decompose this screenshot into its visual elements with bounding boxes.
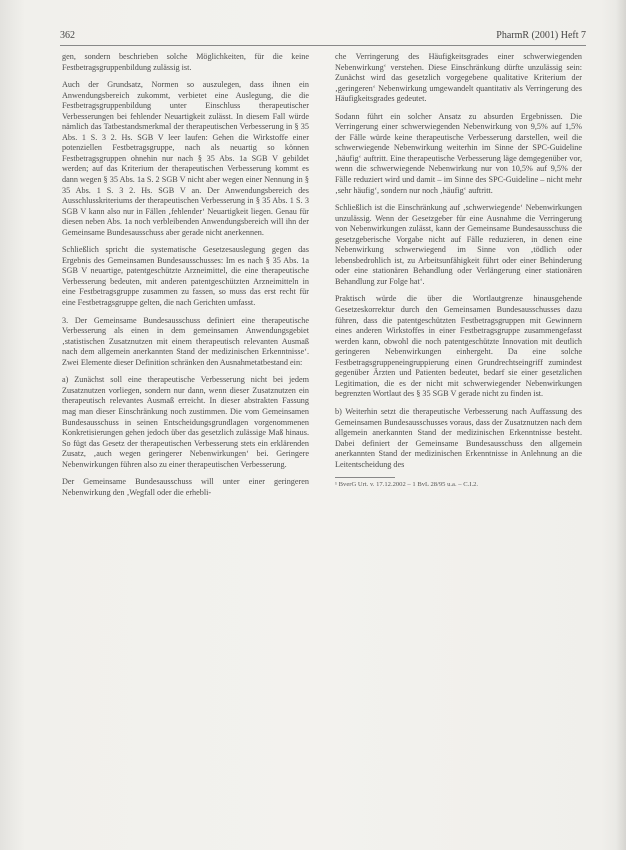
footnote-rule [335, 477, 395, 478]
paragraph: gen, sondern beschrieben solche Möglichkeiten, für die keine Festbetragsgruppenbildung zulässig ist. [62, 52, 309, 72]
paragraph: Praktisch würde die über die Wortlautgrenze hinausgehende Gesetzeskorrektur durch den Gemeinsamen Bundesausschusses dazu führen, dass die patentgeschützten Festbetragsgruppen mit Gewinnern eines anderen Wirkstoffes in einer Festbetragsgruppe zusammengefasst werden kann, obwohl die noch patentgeschützte Innovation mit deutlich geringeren Nebenwirkungen einhergeht. Da eine solche Festbetragsgruppeneingruppierung einen Grundrechtseingriff zumindest gegenüber Ärzten und Patienten bedeutet, bedarf sie einer gesetzlichen Legitimation, die es der nicht mit schwerwiegender Nebenwirkungen begrenzten Wortlaut des § 35 SGB V gerade nicht zu finden ist. [335, 294, 582, 399]
running-header [60, 30, 586, 44]
scan-edge-shadow [616, 0, 626, 850]
paragraph: b) Weiterhin setzt die therapeutische Verbesserung nach Auffassung des Gemeinsamen Bundesausschusses voraus, dass der Zusatznutzen nach dem allgemein anerkannten Stand der medizinischen Erkenntnisse besteht. Dabei definiert der Gemeinsame Bundesausschuss den allgemein anerkannten Stand der medizinischen Erkenntnisse in Anlehnung an die Leitentscheidung des [335, 406, 582, 469]
footnote: ¹ BverG Urt. v. 17.12.2002 – 1 BvL 28/95 u.a. – C.I.2. [335, 481, 479, 489]
paragraph: a) Zunächst soll eine therapeutische Verbesserung nicht bei jedem Zusatznutzen vorliegen, sondern nur dann, wenn dieser Zusatznutzen ein therapeutisch relevantes Ausmaß erreicht. In dieser abstrakten Fassung mag man dieser Einschränkung noch zustimmen. Die vom Gemeinsamen Bundesausschuss in seinen Entscheidungsgrundlagen vorgenommenen Konkretisierungen gehen jedoch über das gesetzlich zulässige Maß hinaus. So fügt das Gesetz der therapeutischen Verbesserung stets ein erklärenden Zusatz, ‚auch wegen geringerer Nebenwirkungen‘ bei. Geringere Nebenwirkungen führen also zu einer therapeutischen Verbesserung. [62, 375, 309, 469]
left-column [62, 52, 309, 505]
paragraph: 3. Der Gemeinsame Bundesausschuss definiert eine therapeutische Verbesserung als einen in dem gemeinsamen Anwendungsgebiet ‚statistischen Zusatznutzen mit einem therapeutisch relevanten Ausmaß nach dem allgemein anerkannten Stand der medizinischen Erkenntnisse‘. Zwei Elemente dieser Definition schränken den Ausnahmetatbestand ein: [62, 315, 309, 367]
paragraph: Auch der Grundsatz, Normen so auszulegen, dass ihnen ein Anwendungsbereich zukommt, verbietet eine Auslegung, die die Festbetragsgruppenbildung unter Einschluss therapeutischer Verbesserungen bei fehlender Neuartigkeit zulässt. In diesem Fall würde nämlich das Tatbestandsmerkmal der therapeutischen Verbesserung in § 35 Abs. 1 S. 3 2. Hs. SGB V leer laufen: Gehen die Wirkstoffe einer potenziellen Festbetragsgruppe, nach als neuartig so können Festbetragsgruppen ohnehin nur nach § 35 Abs. 1a SGB V gebildet werden; auf das Kriterium der therapeutischen Verbesserung kommt es dann wegen § 35 Abs. 1a S. 2 SGB V nicht aber wegen einer Nennung in § 35 Abs. 1 S. 3 2. Hs. SGB V an. Der Anwendungsbereich des Ausschlusskriteriums der therapeutischen Verbesserung in § 35 Abs. 1 S. 3 SGB V kann also nur in Fällen ‚fehlender‘ Neuartigkeit liegen. Genau für diesen neben Abs. 1a noch verbleibenden Anwendungsbereich will ihn der Gemeinsame Bundesausschuss aber gerade nicht anerkennen. [62, 80, 309, 237]
journal-citation: PharmR (2001) Heft 7 [496, 30, 586, 41]
paragraph: Der Gemeinsame Bundesausschuss will unter einer geringeren Nebenwirkung den ‚Wegfall oder die erhebli- [62, 477, 309, 497]
page-number: 362 [60, 30, 75, 41]
paragraph: Schließlich spricht die systematische Gesetzesauslegung gegen das Ergebnis des Gemeinsamen Bundesausschusses: Im es nach § 35 Abs. 1a SGB V neuartige, patentgeschützte Arzneimittel, die eine therapeutische Verbesserung bedeuten, mit anderen patentgeschützten Arzneimitteln in eine Festbetragsgruppe zusammen zu fassen, so muss das erst recht für eine Festbetragsgruppe gelten, die nach Gerichten umfasst. [62, 245, 309, 308]
paragraph: Schließlich ist die Einschränkung auf ‚schwerwiegende‘ Nebenwirkungen unzulässig. Wenn der Gesetzgeber für eine Ausnahme die Verringerung von Nebenwirkungen zulässt, kann der Gemeinsame Bundesausschuss die gesetzgeberische Vorgabe nicht auf Fälle reduzieren, in denen eine Nebenwirkung schwerwiegend im Sinne von ‚tödlich oder lebensbedrohlich ist, zu Arbeitsunfähigkeit führt oder einer Behinderung oder eine stationären Behandlung oder Verlängerung einer stationären Behandlung zur Folge hat‘. [335, 203, 582, 286]
right-column [335, 52, 582, 489]
header-rule [60, 45, 586, 46]
paragraph: che Verringerung des Häufigkeitsgrades einer schwerwiegenden Nebenwirkung‘ verstehen. Diese Einschränkung dürfte unzulässig sein: Zunächst wird das gesetzlich vorgegebene qualitative Kriterium der ‚geringeren‘ Nebenwirkung umgewandelt quantitativ als Verringerung des Häufigkeitsgrades gedeutet. [335, 52, 582, 104]
paragraph: Sodann führt ein solcher Ansatz zu absurden Ergebnissen. Die Verringerung einer schwerwiegenden Nebenwirkung von 9,5% auf 1,5% der Fälle würde keine therapeutische Verbesserung darstellen, weil die schwerwiegende Nebenwirkung weiterhin im Sinne der SPC-Guideline ‚häufig‘ auftritt. Eine therapeutische Verbesserung läge demgegenüber vor, wenn die schwerwiegende Nebenwirkung nur von 10,5% auf 9,5% der Fälle reduziert wird und damit – im Sinne des SPC-Guideline – nicht mehr ‚sehr häufig‘, sondern nur noch ‚häufig‘ auftritt. [335, 111, 582, 195]
